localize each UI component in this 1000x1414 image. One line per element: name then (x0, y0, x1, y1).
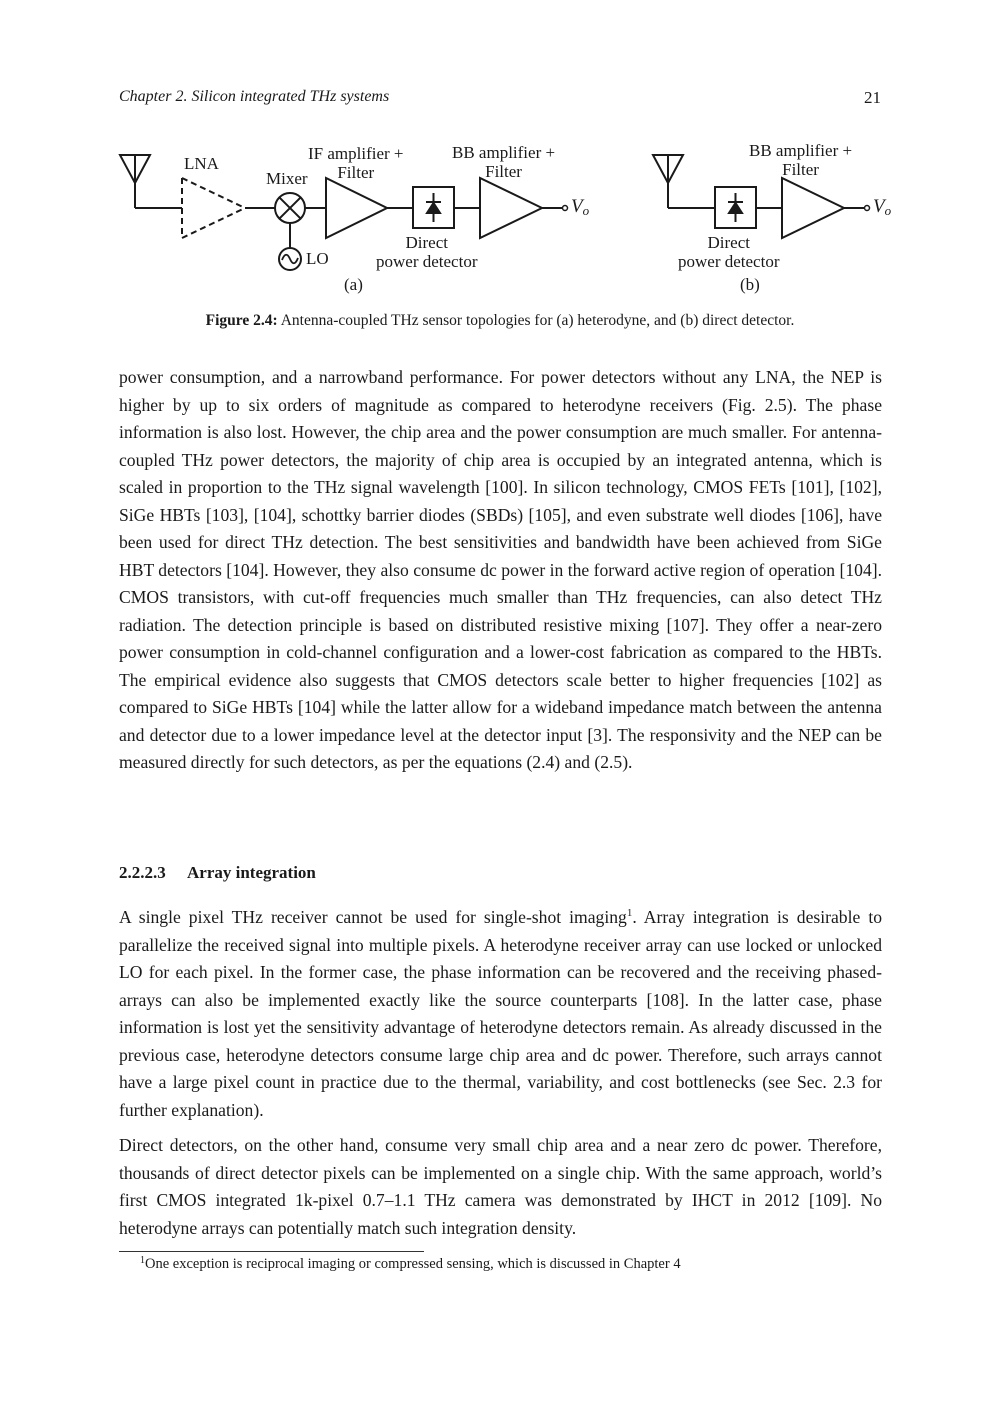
footnote-number: 1 (140, 1255, 145, 1266)
if-amplifier-icon (326, 178, 387, 238)
detector-label-b: Direct power detector (678, 233, 780, 271)
lo-label: LO (306, 249, 329, 268)
paragraph-text: power consumption, and a narrowband performance. For power detectors without any LNA, the NEP is higher by up to six orders of magnitude as compared to heterodyne receivers (Fig. 2.5). The phase information is also lost. However, the chip area and the power consumption are much smaller. For antenna-coupled THz power detectors, the majority of chip area is occupied by an integrated antenna, which is scaled in proportion to the THz signal wavelength [100]. In silicon technology, CMOS FETs [101], [102], SiGe HBTs [103], [104], schottky barrier diodes (SBDs) [105], and even substrate well diodes [106], have been used for direct THz detection. The best sensitivities and bandwidth have been achieved from SiGe HBT detectors [104]. However, they also consume dc power in the forward active region of operation [104]. CMOS transistors, with cut-off frequencies much smaller than THz frequencies, can also detect THz radiation. The detection principle is based on distributed resistive mixing [107]. They offer a near-zero power consumption in cold-channel configuration and a lower-cost fabrication as compared to the HBTs. The empirical evidence also suggests that CMOS detectors scale better to higher frequencies [102] as compared to SiGe HBTs [104] while the latter allow for a wideband impedance match between the antenna and detector due to a lower impedance level at the detector input [3]. The responsivity and the NEP can be measured directly for such detectors, as per the equations (2.4) and (2.5). (119, 367, 882, 772)
section-heading (119, 863, 316, 883)
footnote-marker[interactable]: 1 (626, 907, 633, 919)
caption-label: Figure 2.4: (205, 312, 278, 329)
lo-source-icon (279, 248, 301, 270)
page-number: 21 (864, 88, 881, 107)
paragraph: A single pixel THz receiver cannot be used for single-shot imaging$^1$. Array integration is desirable to parallelize the received signal into multiple pixels. A heterodyne receiver array can use locked or unlocked LO for each pixel. In the former case, the phase information can be recovered and the receiving phased-arrays can also be implemented exactly like the source counterparts [108]. In the latter case, phase information is lost yet the sensitivity advantage of heterodyne detectors remain. As already discussed in the previous case, heterodyne detectors consume large chip area and dc power. Therefore, such arrays cannot have a large pixel count in practice due to the thermal, variability, and cost bottlenecks (see Sec. 2.3 for further explanation). (119, 907, 882, 1120)
antenna-icon (120, 155, 182, 208)
figure-2-4 (110, 138, 910, 303)
output-voltage-label-a: $V_o$ (571, 196, 590, 218)
output-terminal-icon (865, 206, 870, 211)
bb-amplifier-label-b: BB amplifier + Filter (749, 141, 853, 179)
figure-caption (0, 312, 1000, 330)
paragraph (119, 364, 882, 777)
output-voltage-label-b: $V_o$ (873, 196, 892, 218)
output-terminal-icon (563, 206, 568, 211)
paragraph (119, 1132, 882, 1242)
mixer-label: Mixer (266, 169, 308, 188)
panel-b-label: (b) (740, 275, 760, 294)
bb-amplifier-label-a: BB amplifier + Filter (452, 143, 556, 181)
if-amplifier-label: IF amplifier + Filter (308, 144, 404, 182)
footnote-divider (119, 1251, 424, 1252)
antenna-icon (653, 155, 715, 208)
bb-amplifier-icon (782, 178, 844, 238)
detector-diode-icon (715, 187, 756, 228)
footnote (140, 1255, 681, 1273)
bb-amplifier-icon (480, 178, 542, 238)
caption-text: Antenna-coupled THz sensor topologies for (a) heterodyne, and (b) direct detector. (277, 312, 795, 329)
panel-a-label: (a) (344, 275, 363, 294)
lna-label: LNA (184, 154, 219, 173)
footnote-text: One exception is reciprocal imaging or compressed sensing, which is discussed in Chapter 4 (145, 1256, 681, 1272)
paragraph-text: Direct detectors, on the other hand, consume very small chip area and a near zero dc power. Therefore, thousands of direct detector pixels can be implemented on a single chip. With the same approach, world’s first CMOS integrated 1k-pixel 0.7–1.1 THz camera was demonstrated by IHCT in 2012 [109]. No heterodyne arrays can potentially match such integration density. (119, 1135, 882, 1238)
detector-label-a: Direct power detector (376, 233, 478, 271)
running-head: Chapter 2. Silicon integrated THz systems (119, 88, 390, 105)
page-header (119, 88, 881, 112)
section-number: 2.2.2.3 (119, 863, 166, 882)
mixer-icon (275, 193, 305, 223)
lna-triangle-icon (182, 178, 245, 238)
detector-diode-icon (413, 187, 454, 228)
section-title: Array integration (187, 863, 316, 882)
